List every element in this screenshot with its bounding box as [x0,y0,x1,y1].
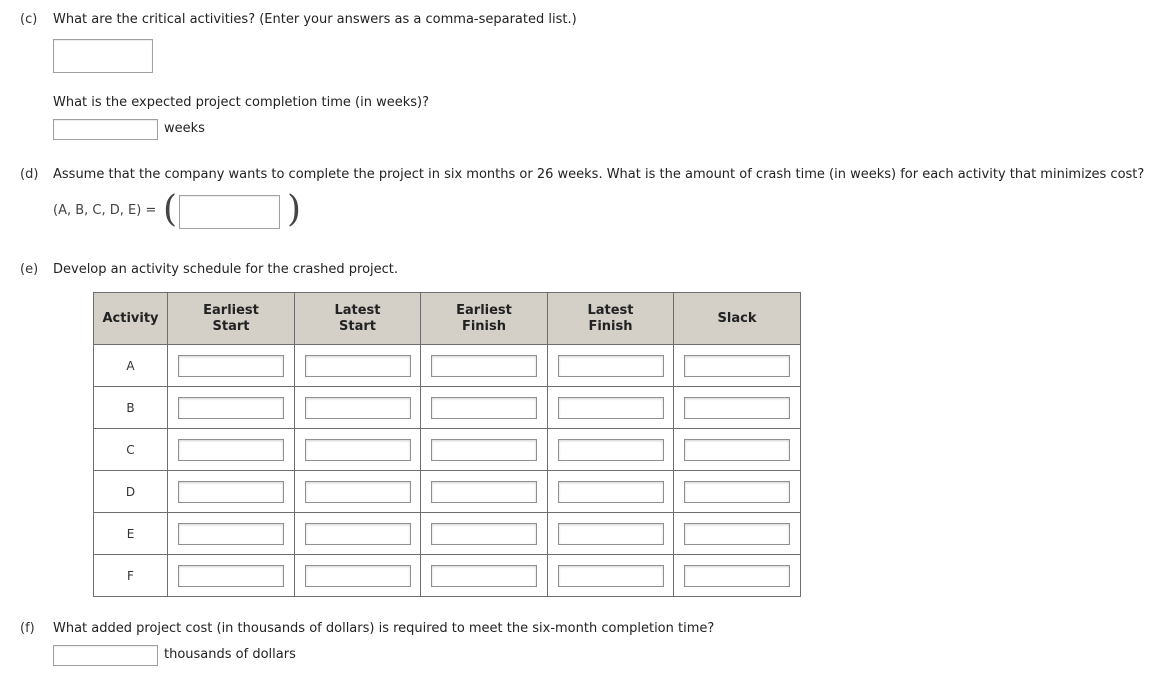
slack-cell [674,345,801,387]
earliest-finish-cell [421,471,548,513]
latest-finish-input[interactable] [558,565,664,587]
slack-input[interactable] [684,481,790,503]
earliest-finish-input[interactable] [431,439,537,461]
crash-vector-input[interactable] [179,195,280,229]
earliest-start-input[interactable] [178,481,284,503]
earliest-finish-input[interactable] [431,565,537,587]
table-row [94,387,801,429]
part-d-label: (d) [20,167,39,182]
activity-label: B [94,387,168,429]
latest-start-input[interactable] [305,439,411,461]
latest-finish-input[interactable] [558,397,664,419]
earliest-start-cell [168,345,295,387]
latest-start-input[interactable] [305,565,411,587]
latest-start-input[interactable] [305,523,411,545]
latest-finish-cell [548,429,674,471]
header-slack: Slack [674,293,801,345]
earliest-finish-input[interactable] [431,397,537,419]
earliest-start-cell [168,555,295,597]
latest-start-cell [295,513,421,555]
earliest-start-input[interactable] [178,523,284,545]
header-activity: Activity [94,293,168,345]
latest-start-input[interactable] [305,397,411,419]
latest-finish-input[interactable] [558,523,664,545]
latest-start-cell [295,429,421,471]
earliest-start-cell [168,513,295,555]
latest-start-input[interactable] [305,481,411,503]
part-c-label: (c) [20,12,38,27]
slack-input[interactable] [684,523,790,545]
slack-input[interactable] [684,565,790,587]
earliest-finish-input[interactable] [431,523,537,545]
table-row [94,471,801,513]
slack-cell [674,429,801,471]
table-row [94,555,801,597]
added-cost-unit: thousands of dollars [164,647,296,662]
earliest-finish-input[interactable] [431,481,537,503]
latest-finish-input[interactable] [558,355,664,377]
earliest-finish-cell [421,345,548,387]
table-row [94,513,801,555]
earliest-finish-cell [421,429,548,471]
earliest-start-cell [168,387,295,429]
earliest-start-cell [168,471,295,513]
latest-finish-cell [548,345,674,387]
open-paren: ( [163,189,178,230]
activity-label: C [94,429,168,471]
latest-start-cell [295,471,421,513]
table-row [94,429,801,471]
completion-time-question: What is the expected project completion time (in weeks)? [53,95,429,110]
header-earliest-start: Earliest Start [168,293,295,345]
activity-schedule-question: Develop an activity schedule for the crashed project. [53,262,399,277]
activity-schedule-table [93,292,801,597]
slack-cell [674,555,801,597]
latest-start-cell [295,345,421,387]
header-latest-finish: Latest Finish [548,293,674,345]
earliest-start-input[interactable] [178,355,284,377]
earliest-start-input[interactable] [178,397,284,419]
latest-finish-cell [548,555,674,597]
activity-label: A [94,345,168,387]
activity-label: D [94,471,168,513]
critical-activities-input[interactable] [53,39,153,73]
earliest-finish-cell [421,555,548,597]
slack-input[interactable] [684,439,790,461]
added-cost-question: What added project cost (in thousands of dollars) is required to meet the six-month completion time? [53,621,715,636]
crash-time-question: Assume that the company wants to complete the project in six months or 26 weeks. What is the amount of crash time (in weeks) for each activity that minimizes cost? [53,167,1145,182]
slack-cell [674,387,801,429]
earliest-start-input[interactable] [178,565,284,587]
latest-finish-input[interactable] [558,439,664,461]
latest-finish-cell [548,513,674,555]
slack-input[interactable] [684,397,790,419]
part-f-label: (f) [20,621,35,636]
slack-cell [674,471,801,513]
earliest-start-cell [168,429,295,471]
earliest-finish-cell [421,513,548,555]
activity-label: F [94,555,168,597]
table-header-row [94,293,801,345]
close-paren: ) [287,189,302,230]
critical-activities-question: What are the critical activities? (Enter your answers as a comma-separated list.) [53,12,577,27]
completion-time-unit: weeks [164,121,205,136]
latest-start-cell [295,555,421,597]
latest-start-input[interactable] [305,355,411,377]
activity-label: E [94,513,168,555]
earliest-finish-input[interactable] [431,355,537,377]
latest-finish-cell [548,387,674,429]
earliest-finish-cell [421,387,548,429]
latest-start-cell [295,387,421,429]
completion-time-input[interactable] [53,119,158,140]
latest-finish-input[interactable] [558,481,664,503]
slack-cell [674,513,801,555]
header-latest-start: Latest Start [295,293,421,345]
earliest-start-input[interactable] [178,439,284,461]
crash-vector-label: (A, B, C, D, E) = [53,203,157,218]
slack-input[interactable] [684,355,790,377]
header-earliest-finish: Earliest Finish [421,293,548,345]
part-e-label: (e) [20,262,39,277]
added-cost-input[interactable] [53,645,158,666]
latest-finish-cell [548,471,674,513]
table-row [94,345,801,387]
